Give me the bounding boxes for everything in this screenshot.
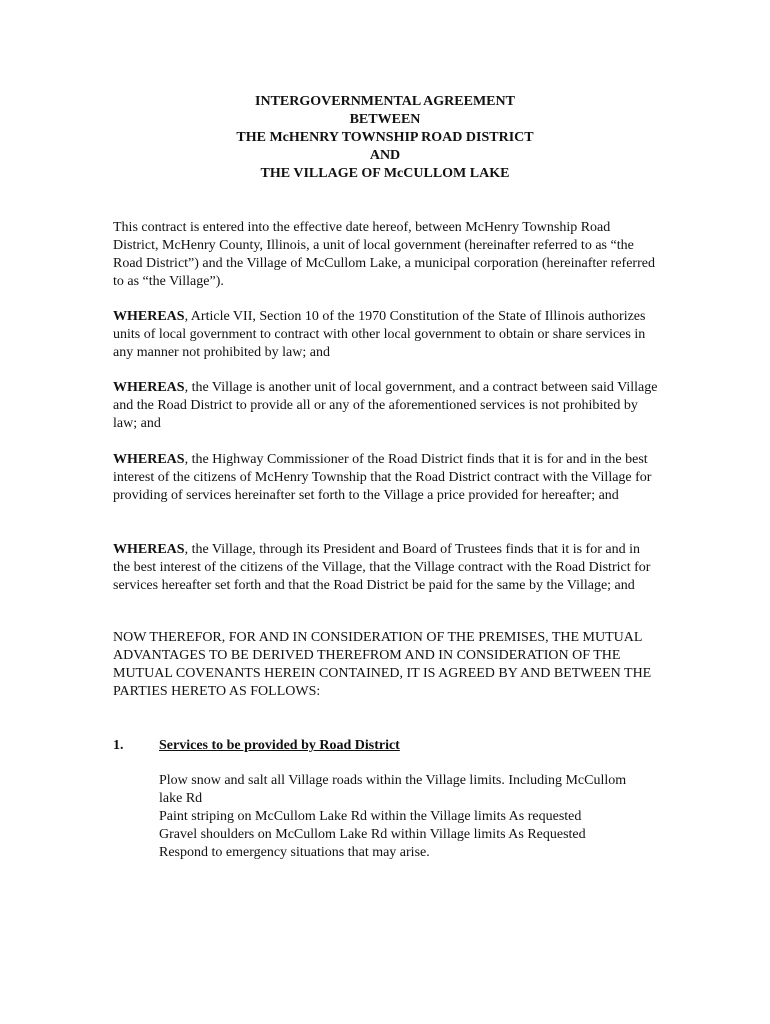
now-therefore-paragraph: NOW THEREFOR, FOR AND IN CONSIDERATION OF THE PREMISES, THE MUTUAL ADVANTAGES TO BE DERIVED THEREFROM AND IN CONSIDERATION OF THE MUTUAL COVENANTS HEREIN CONTAINED, IT IS AGREED BY AND BETWEEN THE PARTIES HERETO AS FOLLOWS: xyxy=(113,630,652,699)
title-line-4: AND xyxy=(369,148,401,163)
whereas-text: , the Village, through its President and Board of Trustees finds that it is for and in the best interest of the citizens of the Village, that the Village contract with the Road District for services hereafter set forth and that the Road District be paid for the same by the Village; and xyxy=(113,542,651,593)
whereas-paragraph-4 xyxy=(113,541,658,595)
document-title xyxy=(0,93,770,183)
service-item: Respond to emergency situations that may arise. xyxy=(159,845,430,860)
whereas-paragraph-2 xyxy=(113,379,658,433)
whereas-text: , Article VII, Section 10 of the 1970 Constitution of the State of Illinois authorizes units of local government to contract with other local government to obtain or share services in any manner not prohibited by law; and xyxy=(113,309,646,360)
whereas-text: , the Highway Commissioner of the Road District finds that it is for and in the best interest of the citizens of McHenry Township that the Road District contract with the Village for providing of services hereinafter set forth to the Village a price provided for hereafter; and xyxy=(113,452,652,503)
service-item: Gravel shoulders on McCullom Lake Rd within Village limits As Requested xyxy=(159,827,586,842)
whereas-lead: WHEREAS xyxy=(113,380,185,395)
section-title: Services to be provided by Road District xyxy=(159,738,400,753)
whereas-paragraph-1 xyxy=(113,308,658,362)
services-list xyxy=(159,772,639,862)
title-line-2: BETWEEN xyxy=(349,112,421,127)
whereas-lead: WHEREAS xyxy=(113,309,185,324)
whereas-lead: WHEREAS xyxy=(113,542,185,557)
service-item: Plow snow and salt all Village roads within the Village limits. Including McCullom lake Rd xyxy=(159,773,627,806)
title-line-3: THE McHENRY TOWNSHIP ROAD DISTRICT xyxy=(236,130,534,145)
title-line-5: THE VILLAGE OF McCULLOM LAKE xyxy=(260,166,510,181)
section-number: 1. xyxy=(113,738,124,753)
whereas-text: , the Village is another unit of local government, and a contract between said Village and the Road District to provide all or any of the aforementioned services is not prohibited by law; and xyxy=(113,380,658,431)
intro-paragraph: This contract is entered into the effective date hereof, between McHenry Township Road District, McHenry County, Illinois, a unit of local government (hereinafter referred to as “the Road District”) and the Village of McCullom Lake, a municipal corporation (hereinafter referred to as “the Village”). xyxy=(113,220,655,289)
service-item: Paint striping on McCullom Lake Rd within the Village limits As requested xyxy=(159,809,582,824)
title-line-1: INTERGOVERNMENTAL AGREEMENT xyxy=(255,94,515,109)
whereas-lead: WHEREAS xyxy=(113,452,185,467)
whereas-paragraph-3 xyxy=(113,451,658,505)
